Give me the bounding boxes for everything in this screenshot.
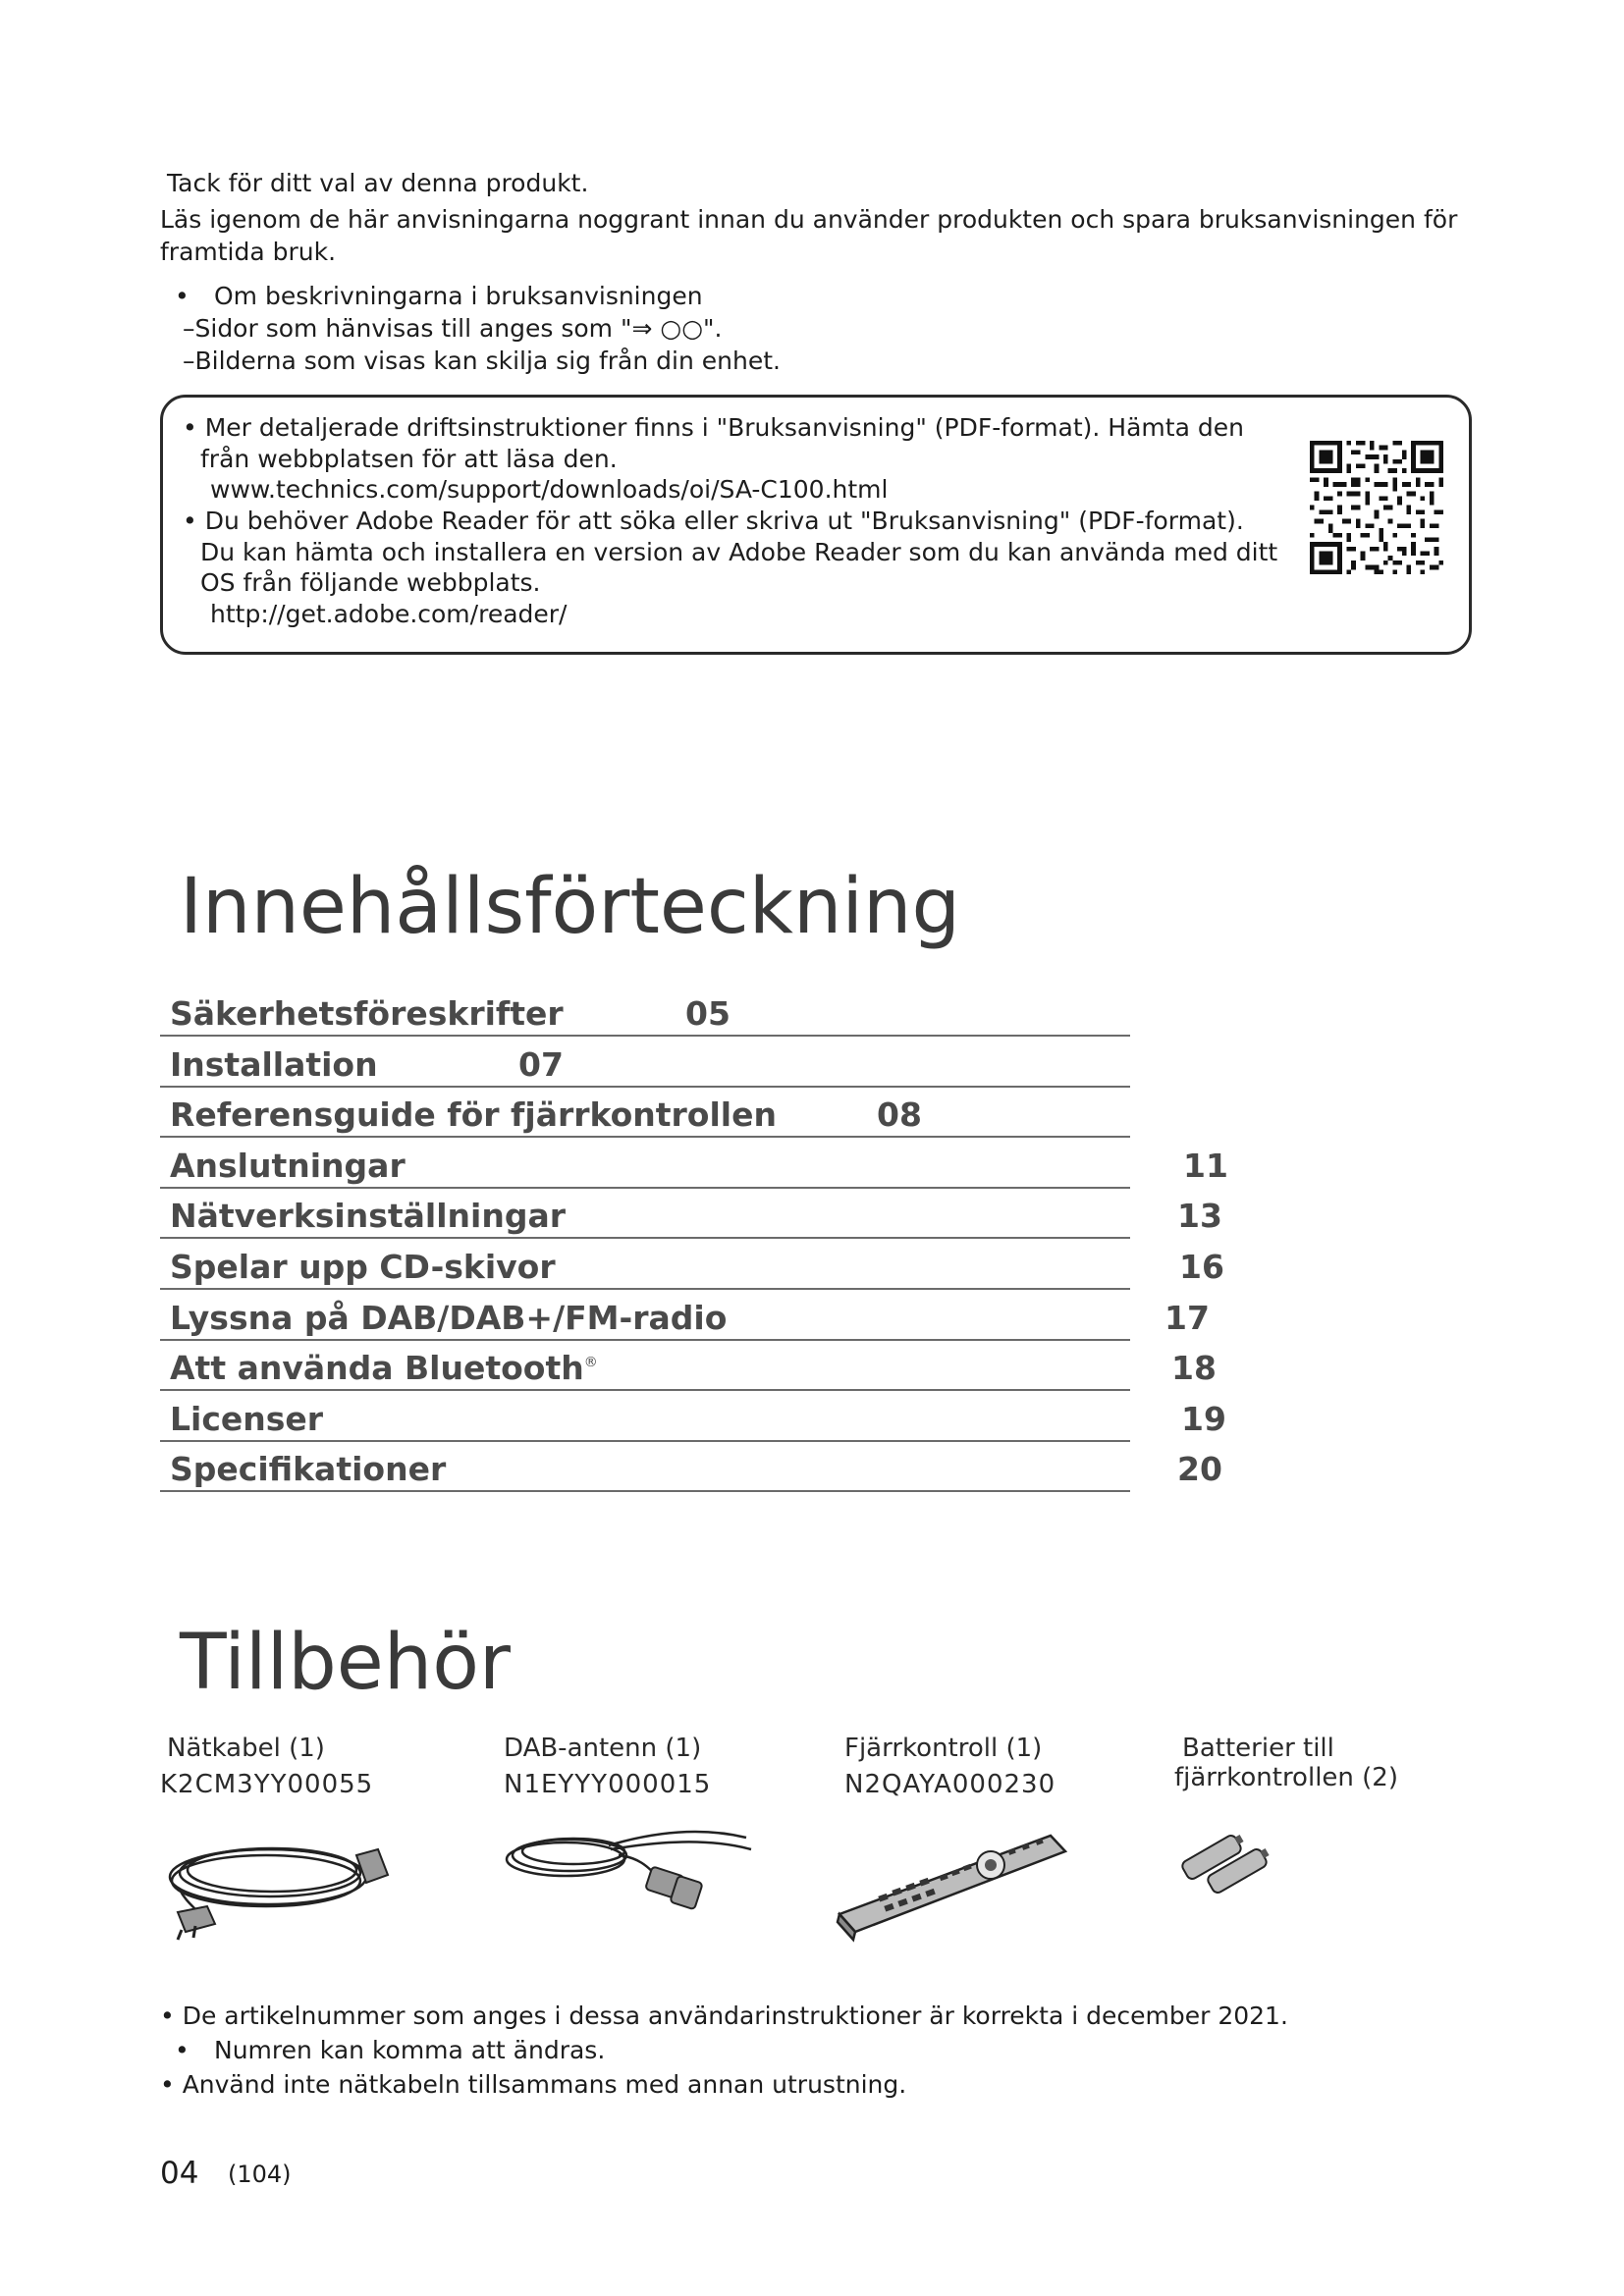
note-line3: • Använd inte nätkabeln tillsammans med annan utrustning.	[160, 2070, 907, 2099]
intro-read-line1: Läs igenom de här anvisningarna noggrant innan du använder produkten och spara bruksanvisningen för	[160, 205, 1458, 234]
accessory-part: K2CM3YY00055	[160, 1770, 374, 1799]
registered-mark: ®	[583, 1355, 598, 1371]
toc-entry-title: Referensguide för fjärrkontrollen	[170, 1095, 777, 1135]
page-total: (104)	[228, 2161, 292, 2188]
accessory-name: Nätkabel (1)	[167, 1734, 325, 1763]
info-line4: Du kan hämta och installera en version av Adobe Reader som du kan använda med ditt	[200, 538, 1278, 566]
intro-images-note: –Bilderna som visas kan skilja sig från din enhet.	[183, 347, 781, 375]
intro-pages-ref: –Sidor som hänvisas till anges som "⇒ ○○".	[183, 314, 723, 343]
intro-thanks: Tack för ditt val av denna produkt.	[167, 169, 589, 197]
toc-entry-page: 07	[518, 1044, 564, 1084]
toc-entry-page: 13	[1177, 1197, 1222, 1236]
intro-bullet: •	[175, 282, 189, 310]
toc-entry-page: 20	[1177, 1450, 1222, 1489]
dab-antenna-icon	[501, 1816, 756, 1924]
toc-entry-page: 08	[877, 1095, 922, 1135]
toc-entry-page: 05	[685, 994, 731, 1033]
info-line1: • Mer detaljerade driftsinstruktioner finns i "Bruksanvisning" (PDF-format). Hämta den	[183, 413, 1244, 442]
toc-entry-page: 19	[1181, 1399, 1226, 1438]
toc-entry[interactable]	[160, 1292, 1210, 1341]
toc-entry[interactable]	[160, 1140, 1228, 1189]
info-url-adobe[interactable]: http://get.adobe.com/reader/	[210, 600, 568, 628]
toc-entry-title: Licenser	[170, 1399, 324, 1438]
accessory-name: Fjärrkontroll (1)	[844, 1734, 1043, 1763]
toc-heading: Innehållsförteckning	[180, 863, 961, 951]
toc-entry[interactable]	[160, 1443, 1222, 1492]
toc-entry[interactable]	[160, 1190, 1222, 1239]
toc-entry-title: Spelar upp CD-skivor	[170, 1248, 556, 1286]
toc-entry-title: Lyssna på DAB/DAB+/FM-radio	[170, 1298, 728, 1337]
info-line5: OS från följande webbplats.	[200, 568, 541, 597]
toc-entry-title: Specifikationer	[170, 1450, 447, 1489]
info-line2: från webbplatsen för att läsa den.	[200, 445, 618, 473]
batteries-icon	[1173, 1826, 1281, 1904]
power-cable-icon	[160, 1816, 396, 1944]
toc-entry[interactable]	[160, 1393, 1226, 1442]
intro-about: Om beskrivningarna i bruksanvisningen	[214, 282, 703, 310]
info-line3: • Du behöver Adobe Reader för att söka eller skriva ut "Bruksanvisning" (PDF-format).	[183, 507, 1244, 535]
toc-entry-page: 16	[1179, 1248, 1224, 1286]
toc-entry[interactable]	[160, 1039, 1130, 1088]
toc-entry-page: 11	[1183, 1146, 1228, 1185]
accessory-name: Batterier till	[1182, 1734, 1334, 1763]
toc-entry-title: Installation	[170, 1044, 378, 1084]
toc-entry-title: Säkerhetsföreskrifter	[170, 994, 564, 1033]
toc-entry-page: 18	[1171, 1349, 1217, 1388]
toc-entry-title: Anslutningar	[170, 1146, 406, 1185]
remote-control-icon	[830, 1816, 1075, 1944]
toc-entry-title: Att använda Bluetooth®	[170, 1349, 598, 1388]
info-url-technics[interactable]: www.technics.com/support/downloads/oi/SA-C100.html	[210, 475, 889, 504]
note-line2: Numren kan komma att ändras.	[214, 2036, 606, 2064]
page-number: 04	[160, 2156, 199, 2191]
note-line1: • De artikelnummer som anges i dessa användarinstruktioner är korrekta i december 2021.	[160, 2002, 1288, 2030]
qr-code-icon[interactable]	[1310, 441, 1443, 574]
toc-entry[interactable]	[160, 1241, 1224, 1290]
toc-entry-page: 17	[1164, 1298, 1210, 1337]
accessory-part: fjärrkontrollen (2)	[1174, 1763, 1398, 1792]
toc-entry[interactable]	[160, 988, 1130, 1037]
info-box	[160, 395, 1472, 655]
note-bullet: •	[175, 2036, 189, 2064]
toc-entry[interactable]	[160, 1089, 1130, 1138]
toc-entry[interactable]	[160, 1342, 1217, 1391]
accessory-part: N1EYYY000015	[504, 1770, 712, 1799]
toc-entry-title: Nätverksinställningar	[170, 1197, 566, 1236]
intro-read-line2: framtida bruk.	[160, 238, 337, 266]
accessory-part: N2QAYA000230	[844, 1770, 1056, 1799]
accessories-heading: Tillbehör	[180, 1619, 511, 1707]
accessory-name: DAB-antenn (1)	[504, 1734, 702, 1763]
